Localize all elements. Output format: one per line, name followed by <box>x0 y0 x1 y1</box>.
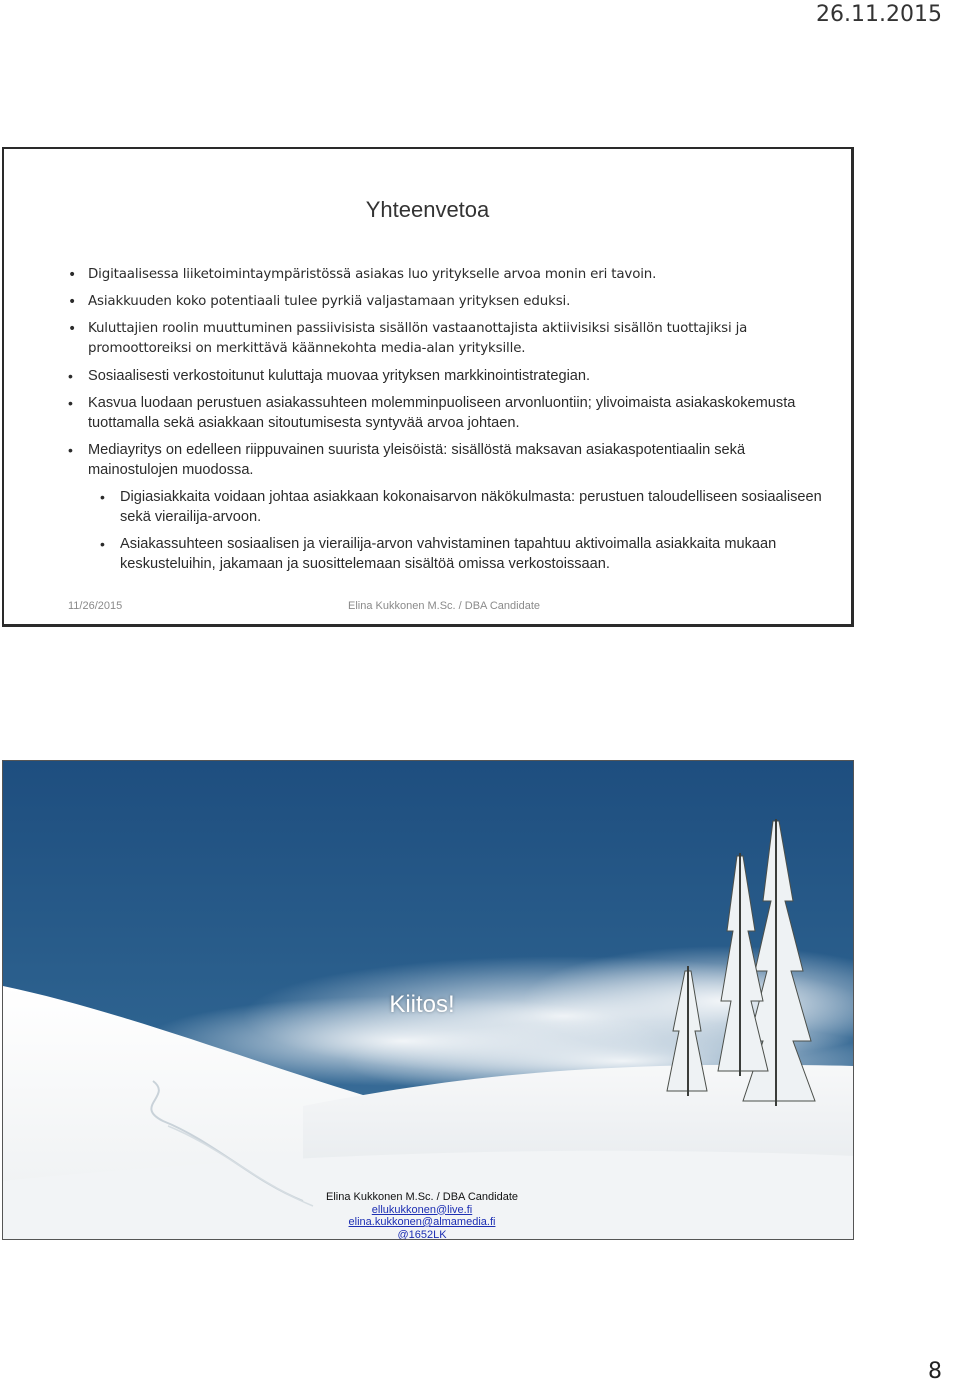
contact-block <box>3 1191 841 1240</box>
list-item: • Asiakkuuden koko potentiaali tulee pyrkiä valjastamaan yrityksen eduksi. <box>66 292 836 312</box>
social-handle-link[interactable]: @1652LK <box>397 1228 447 1240</box>
list-item: • Kasvua luodaan perustuen asiakassuhteen molemminpuoliseen arvonluontiin; ylivoimaista asiakaskokemusta tuottamalla sekä asiakkaan sitoutumisesta syntyvää arvoa johtaen. <box>66 393 836 433</box>
page-header-date: 26.11.2015 <box>816 2 942 27</box>
email-link[interactable]: ellukukkonen@live.fi <box>371 1203 473 1216</box>
slide-footer-author: Elina Kukkonen M.Sc. / DBA Candidate <box>348 600 540 612</box>
email-link[interactable]: elina.kukkonen@almamedia.fi <box>348 1216 496 1228</box>
list-item: • Sosiaalisesti verkostoitunut kuluttaja muovaa yrityksen markkinointistrategian. <box>66 366 836 386</box>
page-number: 8 <box>928 1359 942 1384</box>
sub-list-item: • Digiasiakkaita voidaan johtaa asiakkaan kokonaisarvon näkökulmasta: perustuen taloudelliseen sosiaaliseen sekä vierailija-arvoon. <box>98 487 836 527</box>
bullet-list <box>66 265 836 581</box>
slide-title: Yhteenvetoa <box>365 197 490 222</box>
summary-slide <box>2 147 854 627</box>
slide-footer-date: 11/26/2015 <box>68 600 123 612</box>
list-item: • Digitaalisessa liiketoimintaympäristössä asiakas luo yritykselle arvoa monin eri tavoin. <box>66 265 836 285</box>
slide-title: Kiitos! <box>389 991 455 1018</box>
list-item: • Mediayritys on edelleen riippuvainen suurista yleisöistä: sisällöstä maksavan asiakaspotentiaalin sekä mainostulojen muodossa. <box>66 440 836 480</box>
list-item: • Kuluttajien roolin muuttuminen passiivisista sisällön vastaanottajista aktiivisiksi sisällön tuottajiksi ja promoottoreiksi on merkittävä käännekohta media-alan yrityksille. <box>66 319 836 359</box>
sub-list-item: • Asiakassuhteen sosiaalisen ja vierailija-arvon vahvistaminen tapahtuu aktivoimalla asiakkaita mukaan keskusteluihin, jakamaan ja suosittelemaan sisältöä omissa verkostoissaan. <box>98 534 836 574</box>
thank-you-slide <box>2 760 854 1240</box>
contact-name: Elina Kukkonen M.Sc. / DBA Candidate <box>326 1191 518 1203</box>
